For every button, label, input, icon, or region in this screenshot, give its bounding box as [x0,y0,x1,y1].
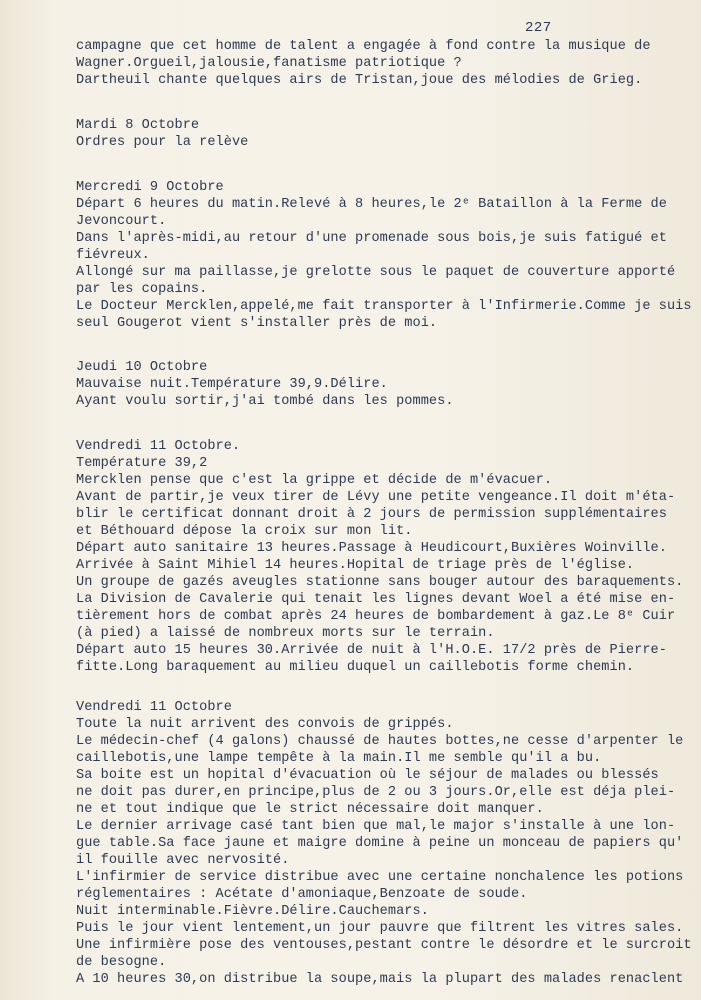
text-line: Mercklen pense que c'est la grippe et décide de m'évacuer. [76,473,553,488]
text-line: Le dernier arrivage casé tant bien que mal,le major s'installe à une lon- [76,819,676,834]
text-line: Une infirmière pose des ventouses,pestant contre le désordre et le surcroit [76,938,692,953]
text-line: A 10 heures 30,on distribue la soupe,mais la plupart des malades renaclent [76,972,684,987]
text-line: ne et tout indique que le strict nécessaire doit manquer. [76,802,544,817]
text-line: Température 39,2 [76,456,208,471]
entry-date: Vendredi 11 Octobre [76,700,232,715]
text-line: L'infirmier de service distribue avec une certaine nonchalence les potions [76,870,684,885]
text-line: et Béthouard dépose la croix sur mon lit. [76,524,413,539]
text-line: il fouille avec nervosité. [76,853,290,868]
text-line: La Division de Cavalerie qui tenait les lignes devant Woel a été mise en- [76,592,676,607]
text-line: ne doit pas durer,en principe,plus de 2 ou 3 jours.Or,elle est déja plei- [76,785,676,800]
text-line: campagne que cet homme de talent a engagée à fond contre la musique de [76,39,651,54]
text-line: gue table.Sa face jaune et maigre domine à peine un monceau de papiers qu' [76,836,684,851]
text-line: Dans l'après-midi,au retour d'une promenade sous bois,je suis fatigué et [76,231,667,246]
text-line: Un groupe de gazés aveugles stationne sans bouger autour des baraquements. [76,575,684,590]
text-line: Puis le jour vient lentement,un jour pauvre que filtrent les vitres sales. [76,921,684,936]
text-line: Allongé sur ma paillasse,je grelotte sous le paquet de couverture apporté [76,265,676,280]
text-line: Départ 6 heures du matin.Relevé à 8 heures,le 2ᵉ Bataillon à la Ferme de [76,197,667,212]
text-line: Wagner.Orgueil,jalousie,fanatisme patriotique ? [76,56,462,71]
text-line: Ordres pour la relève [76,135,249,150]
text-line: Nuit interminable.Fièvre.Délire.Cauchemars. [76,904,429,919]
entry-date: Mercredi 9 Octobre [76,180,224,195]
text-line: fiévreux. [76,248,150,263]
text-line: Dartheuil chante quelques airs de Tristan,joue des mélodies de Grieg. [76,73,643,88]
entry-date: Jeudi 10 Octobre [76,360,208,375]
text-line: fitte.Long baraquement au milieu duquel un caillebotis forme chemin. [76,660,635,675]
text-line: Arrivée à Saint Mihiel 14 heures.Hopital de triage près de l'église. [76,558,635,573]
text-line: Toute la nuit arrivent des convois de grippés. [76,717,454,732]
text-line: de besogne. [76,955,167,970]
text-line: par les copains. [76,282,208,297]
text-line: Le médecin-chef (4 galons) chaussé de hautes bottes,ne cesse d'arpenter le [76,734,684,749]
entry-date: Mardi 8 Octobre [76,118,200,133]
text-line: Départ auto 15 heures 30.Arrivée de nuit à l'H.O.E. 17/2 près de Pierre- [76,643,667,658]
text-line: blir le certificat donnant droit à 2 jours de permission supplémentaires [76,507,667,522]
text-line: Sa boite est un hopital d'évacuation où le séjour de malades ou blessés [76,768,659,783]
text-line: Départ auto sanitaire 13 heures.Passage à Heudicourt,Buxières Woinville. [76,541,667,556]
text-line: Jevoncourt. [76,214,167,229]
text-line: tièrement hors de combat après 24 heures de bombardement à gaz.Le 8ᵉ Cuir [76,609,676,624]
text-line: Mauvaise nuit.Température 39,9.Délire. [76,377,388,392]
text-line: réglementaires : Acétate d'amoniaque,Benzoate de soude. [76,887,528,902]
text-line: Avant de partir,je veux tirer de Lévy une petite vengeance.Il doit m'éta- [76,490,676,505]
text-line: Le Docteur Mercklen,appelé,me fait transporter à l'Infirmerie.Comme je suis [76,299,692,314]
page-number: 227 [525,20,552,36]
text-line: caillebotis,une lampe tempête à la main.Il me semble qu'il a bu. [76,751,602,766]
text-line: (à pied) a laissé de nombreux morts sur le terrain. [76,626,495,641]
entry-date: Vendredi 11 Octobre. [76,439,241,454]
text-line: Ayant voulu sortir,j'ai tombé dans les pommes. [76,394,454,409]
text-line: seul Gougerot vient s'installer près de moi. [76,316,438,331]
